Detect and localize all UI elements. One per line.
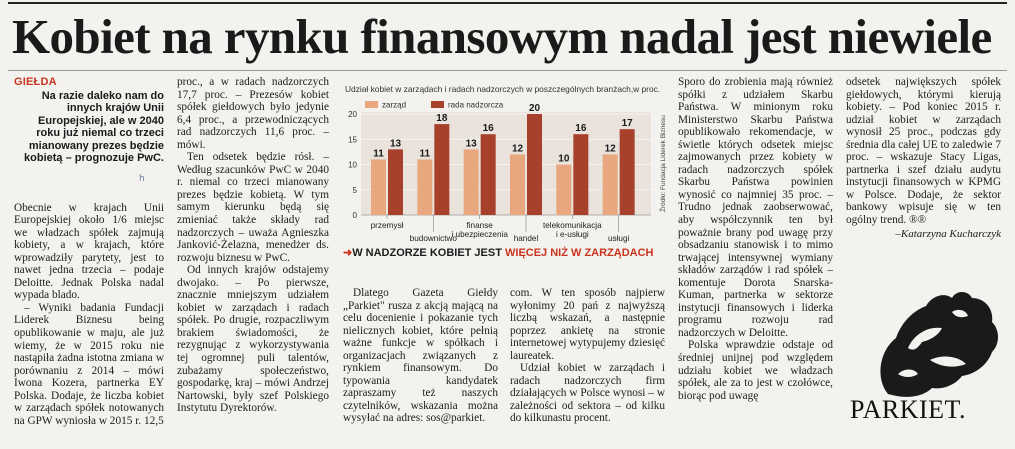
- y-tick-label: 20: [348, 110, 357, 119]
- data-label: 17: [621, 118, 633, 130]
- bar: [556, 165, 571, 216]
- paragraph: Od innych krajów odstajemy dwojako. – Po pierwsze, znacznie mniejszym udziałem kobiet w zarządach i radach spółek. Po drugie, rozpaczliwym brakiem świadomości, że rezygnując z wykorzystywania tej ogromnej puli talentów, zubażamy społeczeństwo, gospodarkę, kraj – mówi Andrzej Nartowski, były szef Polskiego Instytutu Dyrektorów.: [177, 264, 329, 415]
- parkiet-wordmark: PARKIET.: [850, 395, 966, 424]
- column-1: [14, 76, 164, 427]
- bar: [481, 134, 496, 215]
- data-label: 12: [604, 143, 616, 155]
- category-label: budownictwo: [409, 234, 458, 243]
- category-label: telekomunikacja: [542, 221, 602, 230]
- column-5: [678, 76, 833, 402]
- bar: [510, 154, 525, 215]
- paragraph: Dlatego Gazeta Giełdy „Parkiet" rusza z akcją mającą na celu docenienie i pokazanie tych nielicznych kobiet, które pełnią ważne funkcje w spółkach i organizacjach związanych z rynkiem finansowym. Do typowania kandydatek zapraszamy też naszych czytelników, wskazania można wysyłać na adres: sos@parkiet.: [343, 287, 498, 425]
- column-6: [846, 76, 1001, 240]
- paragraph: – Wyniki badania Fundacji Liderek Biznesu being opublikowanie w maju, ale już wiemy, że w 2015 roku nie nastąpiła żadna istotna zmiana w porównaniu z 2014 – mówi Iwona Kozera, partnerka EY Polska. Dodaje, że liczba kobiet w zarządach spółek notowanych na GPW wyniosła w 2015 r. 12,5: [14, 301, 164, 427]
- chart-title: Udział kobiet w zarządach i radach nadzorczych w poszczególnych branżach,w proc.: [345, 84, 661, 94]
- data-label: 12: [511, 143, 524, 155]
- category-label: i e-usługi: [555, 230, 589, 239]
- y-tick-label: 0: [352, 211, 357, 220]
- legend-label: rada nadzorcza: [448, 100, 504, 110]
- legend-swatch: [365, 101, 378, 108]
- column-4: [510, 287, 665, 425]
- paragraph: proc., a w radach nadzorczych 17,7 proc. – Prezesów kobiet spółek giełdowych było jedynie 6,4 proc., a przewodniczących rad nadzorczych 11,6 proc. – mówi.: [177, 76, 329, 151]
- data-label: 16: [482, 123, 494, 135]
- bar: [603, 154, 618, 215]
- data-label: 13: [465, 138, 477, 150]
- data-label: 18: [436, 113, 448, 125]
- banner-text: W NADZORZE KOBIET JEST: [352, 247, 505, 259]
- data-label: 11: [373, 148, 384, 160]
- paragraph: com. W ten sposób najpierw wyłonimy 20 pań z najwyższą liczbą wskazań, a następnie poprzez ankietę na stronie internetowej wytypujemy dziesięć laureatek.: [510, 287, 665, 362]
- legend-swatch: [431, 101, 444, 108]
- bar: [527, 114, 542, 215]
- data-label: 20: [528, 103, 541, 114]
- category-label: usługi: [607, 234, 630, 243]
- paragraph: Ten odsetek będzie rósł. – Według szacunków PwC w 2040 r. niemal co trzeci mianowany prezes będzie kobietą. W tym samym kierunku będą się zmieniać także składy rad nadzorczych – uważa Agnieszka Janković-Żelazna, menedżer ds. rozwoju biznesu w PwC.: [177, 151, 329, 264]
- bar: [371, 159, 386, 215]
- bar: [573, 134, 588, 215]
- data-label: 10: [558, 153, 570, 165]
- margin-mark: h: [139, 173, 145, 184]
- bar: [388, 149, 403, 215]
- paragraph: Sporo do zrobienia mają również spółki z udziałem Skarbu Państwa. W minionym roku Ministerstwo Skarbu Państwa opublikowało rekomendacje, w świetle których odsetek miejsc zajmowanych przez kobiety w radach nadzorczych spółek Skarbu Państwa powinien wynosić co najmniej 35 proc. – Trudno jednak zaobserwować, aby współczynnik ten był poważnie brany pod uwagę przy obsadzaniu stanowisk i to mimo trwającej intensywnej wymiany składów zarządów i rad spółek – komentuje Dorota Snarska-Kuman, partnerka w sektorze instytucji finansowych i liderka programu rozwoju rad nadzorczych w Deloitte.: [678, 76, 833, 339]
- article-lead: Na razie daleko nam do innych krajów Unii Europejskiej, ale w 2040 roku już niemal co trzeci mianowany prezes będzie kobietą – prognozuje PwC.: [24, 89, 164, 165]
- paragraph: Udział kobiet w zarządach i radach nadzorczych firm działających w Polsce wynosi – w zależności od sektora – od kilku do kilkunastu procent.: [510, 362, 665, 425]
- paragraph: Obecnie w krajach Unii Europejskiej około 1/6 miejsc we władzach spółek zajmują kobiety, a w krajach, które wprowadziły parytety, jest to nawet jedna trzecia – podaje Deloitte. Jednak Polska nadal wypada blado.: [14, 201, 164, 302]
- paragraph: odsetek największych spółek giełdowych, którymi kierują kobiety. – Pod koniec 2015 r. udział kobiet w zarządach wynosił 25 proc., podczas gdy średnia dla całej UE to zaledwie 7 proc. – wskazuje Stacy Ligas, partnerka i szef działu audytu instytucji finansowych w KPMG w Polsce. Dodaje, że sektor bankowy wpisuje się w ten ogólny trend. ®®: [846, 76, 1001, 227]
- category-label: handel: [513, 234, 539, 243]
- category-label: przemysł: [370, 221, 404, 230]
- author-signature: –Katarzyna Kucharczyk: [895, 227, 1001, 240]
- y-tick-label: 15: [348, 135, 357, 145]
- data-label: 13: [389, 138, 402, 150]
- top-rule: [8, 2, 1007, 4]
- chart-banner: [343, 246, 673, 259]
- legend-label: zarząd: [382, 100, 407, 110]
- bar: [620, 129, 635, 215]
- article-headline: Kobiet na rynku finansowym nadal jest niewiele: [12, 9, 992, 64]
- paragraph: Polska wprawdzie odstaje od średniej unijnej pod względem udziału kobiet we władzach spółek, ale za to jest w czołówce, biorąc pod uwagę: [678, 339, 833, 402]
- data-label: 16: [575, 123, 587, 135]
- column-2: [177, 76, 329, 415]
- y-tick-label: 10: [348, 160, 357, 170]
- banner-highlight: WIĘCEJ NIŻ W ZARZĄDACH: [505, 247, 654, 259]
- bar: [464, 149, 479, 215]
- data-label: 11: [419, 148, 431, 160]
- bar: [417, 159, 432, 215]
- y-tick-label: 5: [352, 185, 357, 195]
- headline-rule: [8, 70, 1007, 71]
- bar: [434, 124, 449, 215]
- arrow-icon: ➜: [343, 247, 353, 259]
- lead-spacer: [14, 165, 164, 202]
- chart-svg: [343, 84, 673, 249]
- category-label: i ubezpieczenia: [451, 230, 508, 239]
- category-label: finanse: [466, 221, 493, 230]
- chart-source: Źródło: Fundacja Liderek Biznesu: [660, 115, 667, 212]
- column-3: [343, 287, 498, 425]
- section-kicker: GIEŁDA: [14, 76, 57, 88]
